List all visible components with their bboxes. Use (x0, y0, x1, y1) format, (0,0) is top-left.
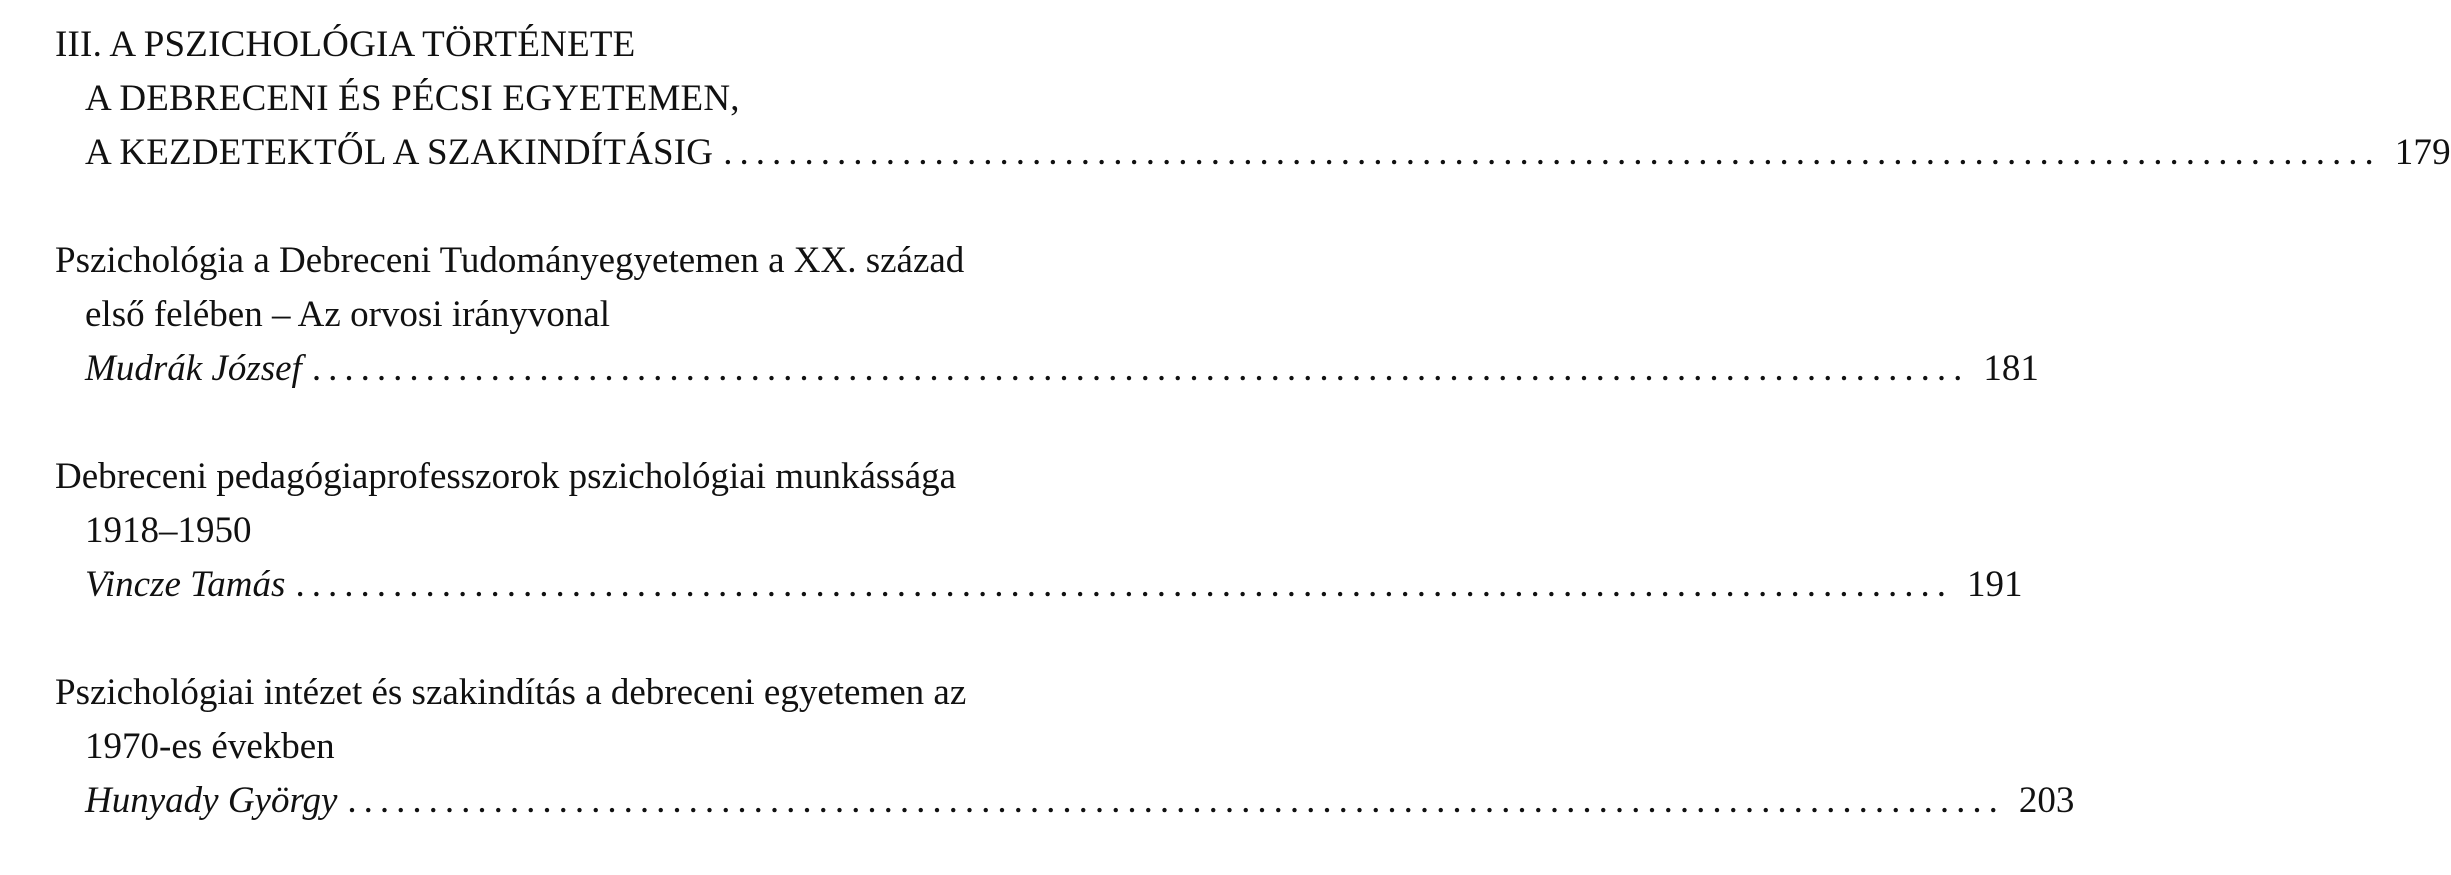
toc-entry (55, 234, 2039, 396)
entry-author-line (55, 558, 2023, 612)
entry-author-line (55, 342, 2039, 396)
section-heading (55, 18, 2451, 180)
dot-leader: ...................................................................................................... (311, 348, 1970, 389)
entry-page-number: 181 (1983, 348, 2039, 389)
dot-leader: ...................................................................................................... (347, 780, 2005, 821)
section-page-number: 179 (2394, 132, 2451, 173)
entry-title-line-2: 1970-es években (85, 726, 335, 767)
entry-title-line-1: Pszichológia a Debreceni Tudományegyetemen a XX. század (55, 240, 965, 281)
entry-title-line-1: Debreceni pedagógiaprofesszorok pszichológiai munkássága (55, 456, 957, 497)
entry-author: Vincze Tamás (85, 564, 286, 605)
entry-title-line-2: 1918–1950 (85, 510, 252, 551)
toc-entry (55, 666, 2075, 828)
entry-title-line-1: Pszichológiai intézet és szakindítás a debreceni egyetemen az (55, 672, 967, 713)
toc-entry (55, 450, 2023, 612)
section-title-line-2: A DEBRECENI ÉS PÉCSI EGYETEMEN, (85, 78, 740, 119)
entry-author: Hunyady György (85, 780, 338, 821)
entry-page-number: 203 (2018, 780, 2075, 821)
section-title-text: A KEZDETEKTŐL A SZAKINDÍTÁSIG (85, 132, 714, 173)
dot-leader: ...................................................................................................... (723, 132, 2381, 173)
section-title-line-1: III. A PSZICHOLÓGIA TÖRTÉNETE (55, 24, 636, 65)
entry-page-number: 191 (1966, 564, 2023, 605)
entry-title-line-2: első felében – Az orvosi irányvonal (85, 294, 611, 335)
dot-leader: ...................................................................................................... (295, 564, 1953, 605)
table-of-contents (55, 18, 2451, 828)
section-title-line-3 (55, 126, 2451, 180)
entry-author-line (55, 774, 2075, 828)
entry-author: Mudrák József (85, 348, 302, 389)
